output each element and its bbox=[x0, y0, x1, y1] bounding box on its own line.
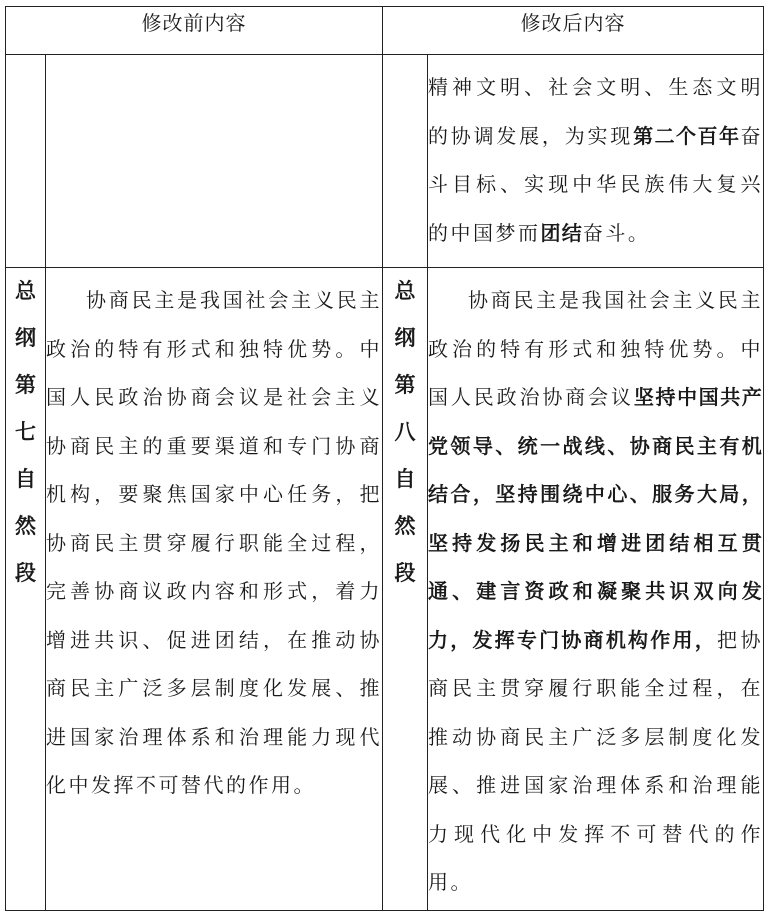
label-char: 自 bbox=[15, 467, 36, 491]
table-row bbox=[6, 55, 764, 268]
row1-after-cell bbox=[428, 55, 764, 268]
row2-label-after bbox=[383, 268, 428, 911]
row1-label-before bbox=[6, 55, 46, 268]
row2-before-cell bbox=[46, 268, 383, 911]
row1-after-text bbox=[428, 63, 763, 257]
header-after: 修改后内容 bbox=[383, 7, 764, 55]
label-char: 总 bbox=[15, 279, 36, 303]
label-char: 自 bbox=[394, 467, 416, 491]
label-char: 第 bbox=[394, 373, 416, 397]
text-segment: 奋斗目标、实现中华民族伟大复兴的中国梦而 bbox=[428, 123, 764, 245]
label-char: 七 bbox=[15, 420, 36, 444]
label-char: 第 bbox=[15, 373, 36, 397]
bold-text-segment: 第二个百年 bbox=[633, 123, 741, 148]
label-char: 纲 bbox=[15, 326, 36, 350]
row1-before-cell bbox=[46, 55, 383, 268]
row1-label-after bbox=[383, 55, 428, 268]
comparison-table bbox=[5, 6, 764, 911]
label-char: 然 bbox=[15, 514, 36, 538]
label-char: 然 bbox=[394, 514, 416, 538]
row2-after-cell bbox=[428, 268, 764, 911]
bold-text-segment: 坚持中国共产党领导、统一战线、协商民主有机结合，坚持围绕中心、服务大局，坚持发扬民主和增进团结相互贯通、建言资政和凝聚共识双向发力，发挥专门协商机构作用， bbox=[428, 385, 763, 652]
text-segment: 把协商民主贯穿履行职能全过程，在推动协商民主广泛多层制度化发展、推进国家治理体系和治理能力现代化中发挥不可替代的作用。 bbox=[428, 627, 763, 894]
label-char: 纲 bbox=[394, 326, 416, 350]
text-segment: 协商民主是我国社会主义民主政治的特有形式和独特优势。中国人民政治协商会议 bbox=[428, 288, 763, 409]
label-char: 段 bbox=[394, 561, 416, 585]
row2-before-text: 协商民主是我国社会主义民主政治的特有形式和独特优势。中国人民政治协商会议是社会主义协商民主的重要渠道和专门协商机构，要聚焦国家中心任务，把协商民主贯穿履行职能全过程，完善协商议政内容和形式，着力增进共识、促进团结，在推动协商民主广泛多层制度化发展、推进国家治理体系和治理能力现代化中发挥不可替代的作用。 bbox=[46, 288, 382, 797]
bold-text-segment: 团结 bbox=[540, 220, 583, 245]
label-char: 总 bbox=[394, 279, 416, 303]
text-segment: 奋斗。 bbox=[582, 220, 651, 245]
header-row bbox=[6, 7, 764, 55]
table-row bbox=[6, 268, 764, 911]
label-char: 八 bbox=[394, 420, 416, 444]
row2-label-before bbox=[6, 268, 46, 911]
row2-after-text bbox=[428, 276, 763, 907]
text-segment: 精神文明、社会文明、生态文明的协调发展，为实现 bbox=[428, 75, 763, 148]
label-char: 段 bbox=[15, 561, 36, 585]
header-before: 修改前内容 bbox=[6, 7, 383, 55]
